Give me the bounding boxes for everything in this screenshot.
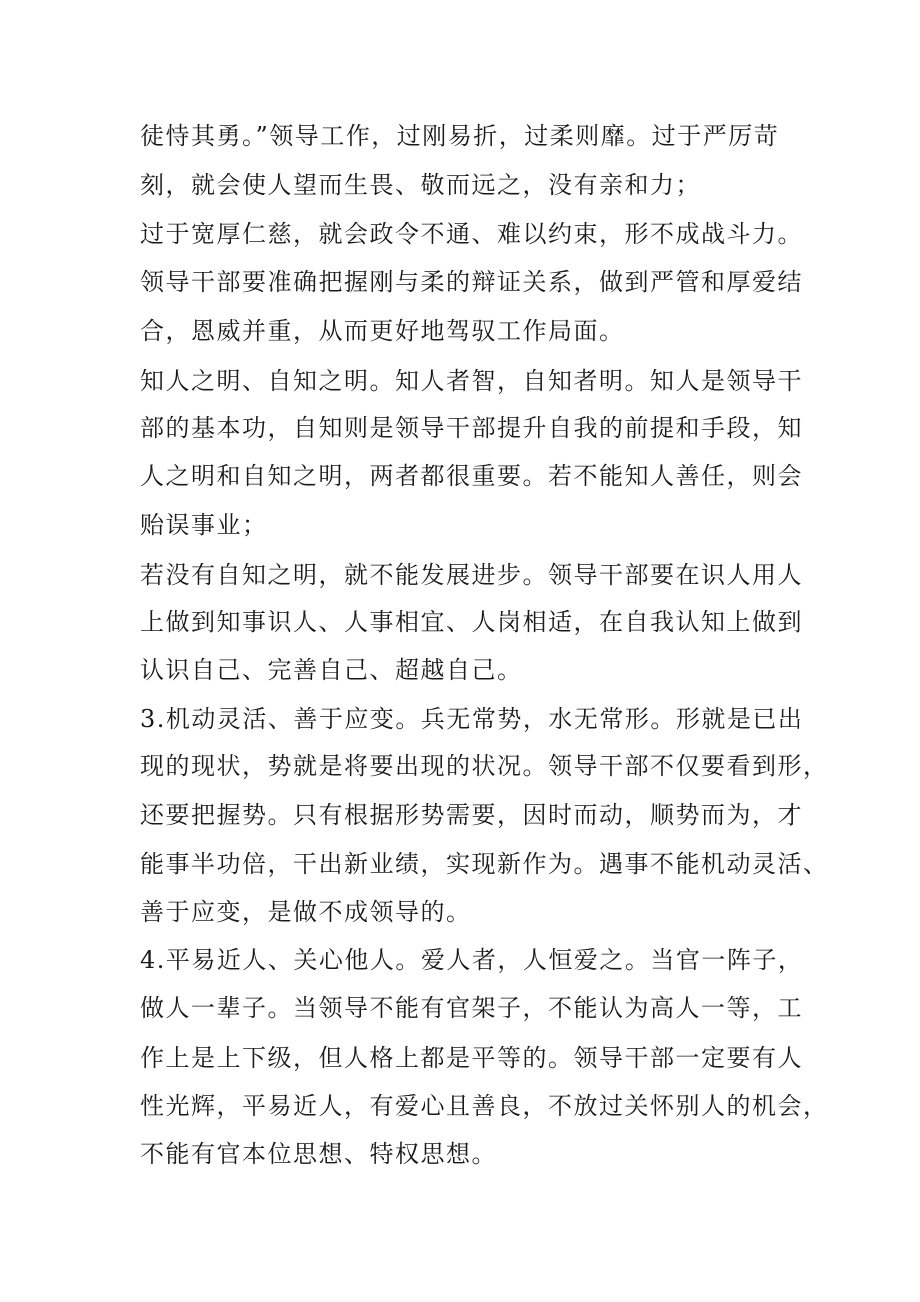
text-line-5: 合，恩威并重，从而更好地驾驭工作局面。: [140, 317, 625, 345]
text-line-10: 若没有自知之明，就不能发展进步。领导干部要在识人用人: [140, 561, 803, 589]
text-line-3: 过于宽厚仁慈，就会政令不通、难以约束，形不成战斗力。: [140, 220, 803, 248]
text-line-11: 上做到知事识人、人事相宜、人岗相适，在自我认知上做到: [140, 608, 803, 636]
text-line-16: 能事半功倍，干出新业绩，实现新作为。遇事不能机动灵活、: [140, 850, 829, 878]
text-line-9: 贻误事业；: [140, 511, 268, 539]
text-line-13: 3.机动灵活、善于应变。兵无常势，水无常形。形就是已出: [140, 705, 804, 733]
text-line-21: 性光辉，平易近人，有爱心且善良，不放过关怀别人的机会，: [140, 1092, 829, 1120]
text-line-14: 现的现状，势就是将要出现的状况。领导干部不仅要看到形，: [140, 752, 829, 780]
text-line-22: 不能有官本位思想、特权思想。: [140, 1140, 497, 1168]
text-line-12: 认识自己、完善自己、超越自己。: [140, 656, 523, 684]
text-line-20: 作上是上下级，但人格上都是平等的。领导干部一定要有人: [140, 1044, 803, 1072]
text-line-6: 知人之明、自知之明。知人者智，自知者明。知人是领导干: [140, 367, 803, 395]
text-line-18: 4.平易近人、关心他人。爱人者，人恒爱之。当官一阵子，: [140, 946, 804, 974]
text-line-2: 刻，就会使人望而生畏、敬而远之，没有亲和力；: [140, 171, 701, 199]
text-line-15: 还要把握势。只有根据形势需要，因时而动，顺势而为，才: [140, 801, 803, 829]
text-line-17: 善于应变，是做不成领导的。: [140, 898, 472, 926]
text-line-1: 徒恃其勇。”领导工作，过刚易折，过柔则靡。过于严厉苛: [140, 122, 780, 150]
text-line-8: 人之明和自知之明，两者都很重要。若不能知人善任，则会: [140, 462, 803, 490]
text-line-19: 做人一辈子。当领导不能有官架子，不能认为高人一等，工: [140, 994, 803, 1022]
text-line-7: 部的基本功，自知则是领导干部提升自我的前提和手段，知: [140, 414, 803, 442]
text-line-4: 领导干部要准确把握刚与柔的辩证关系，做到严管和厚爱结: [140, 268, 803, 296]
